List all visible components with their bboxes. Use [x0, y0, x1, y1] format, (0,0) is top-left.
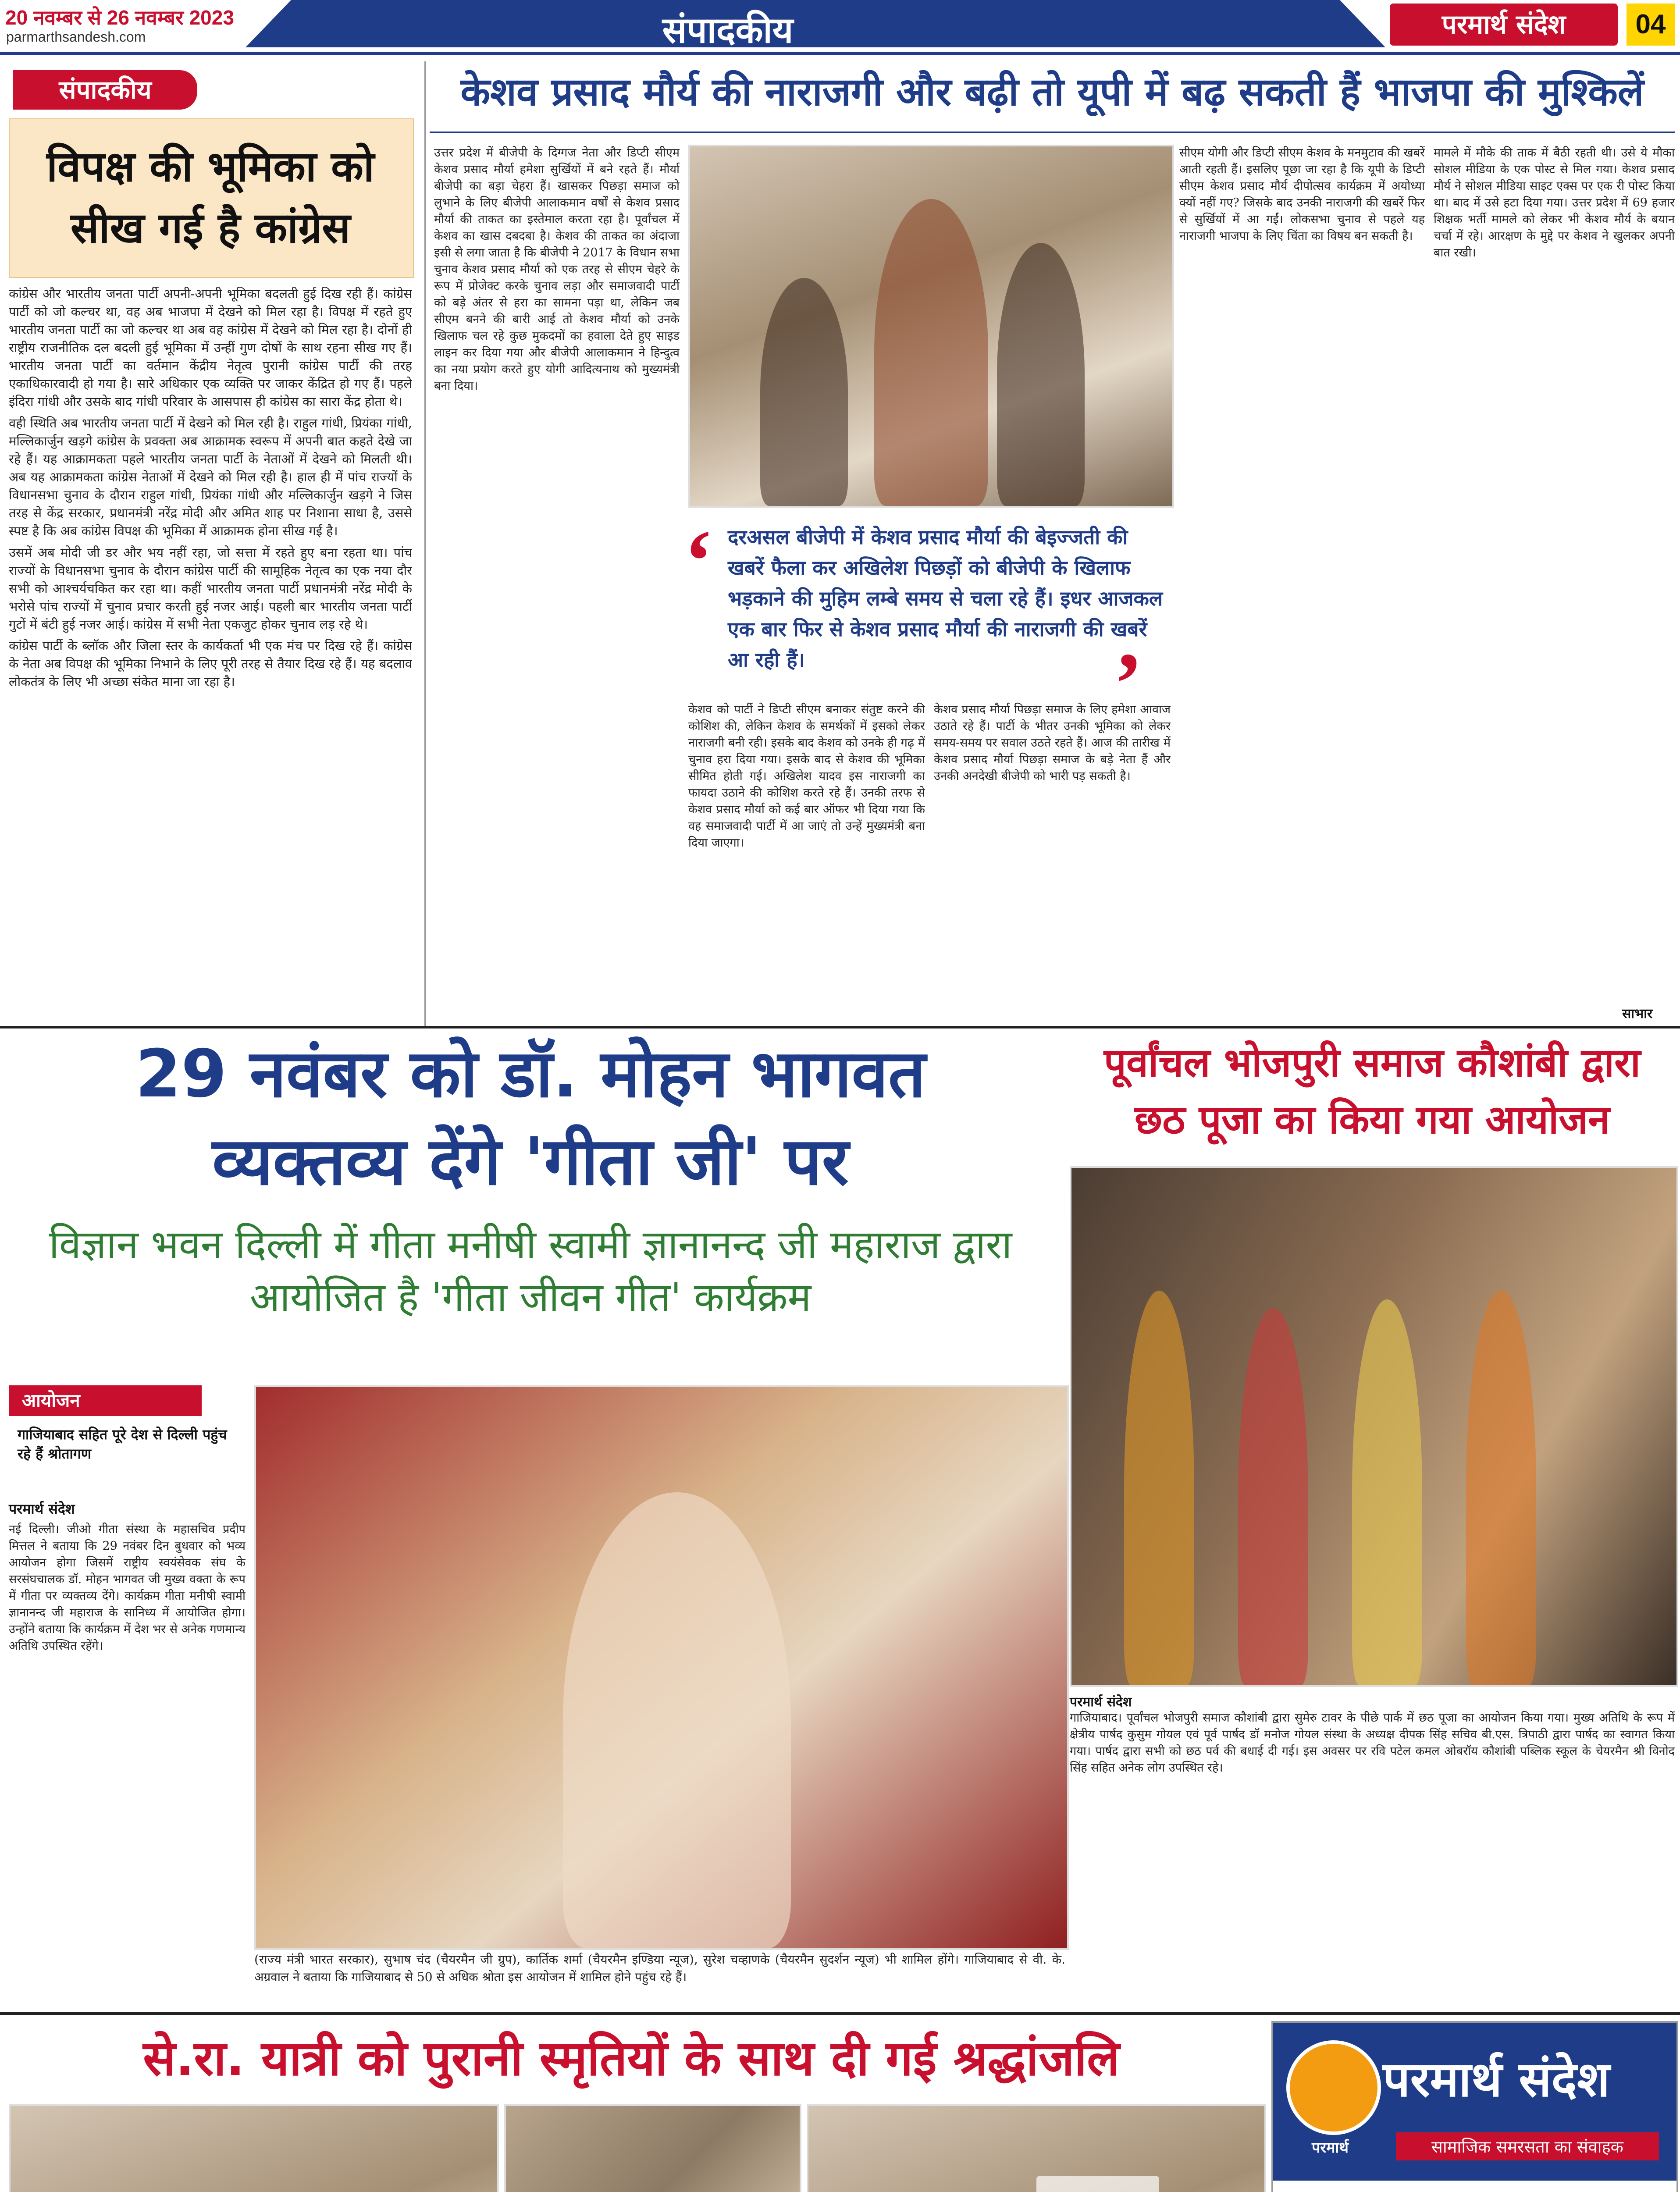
ad-tagline: सामाजिक समरसता का संवाहक	[1396, 2132, 1659, 2160]
editorial-box	[0, 61, 421, 1021]
lead-byline: साभार	[1622, 1006, 1653, 1021]
bhagwat-headline-1: 29 नवंबर को डॉ. मोहन भागवत	[135, 1036, 926, 1112]
tribute-photo-1	[9, 2104, 499, 2192]
lead-col-3: केशव प्रसाद मौर्या पिछड़ा समाज के लिए हमेशा आवाज उठाते रहे हैं। पार्टी के भीतर उनकी भूमिका को लेकर समय-समय पर सवाल उठते रहते हैं। आज की तारीख में केशव प्रसाद मौर्या पिछड़ा समाज के बड़े नेता हैं और उनकी अनदेखी बीजेपी को भारी पड़ सकती है।	[934, 703, 1171, 783]
bhagwat-caption: (राज्य मंत्री भारत सरकार), सुभाष चंद (चैयरमैन जी ग्रुप), कार्तिक शर्मा (चैयरमैन इण्डिया न्यूज), सुरेश चव्हाणके (चैयरमैन सुदर्शन न्यूज) भी शामिल होंगे। गाजियाबाद से वी. के. अग्रवाल ने बताया कि गाजियाबाद से 50 से अधिक श्रोता इस आयोजन में शामिल होने पहुंच रहे हैं।	[254, 1952, 1065, 1984]
lead-col-2: केशव को पार्टी ने डिप्टी सीएम बनाकर संतुष्ट करने की कोशिश की, लेकिन केशव के समर्थकों में इसको लेकर नाराजगी बनी रही। इसके बाद केशव को उनके ही गढ़ में चुनाव हरा दिया गया। इसके बाद से केशव की भूमिका सीमित होती गई। अखिलेश यादव इस नाराजगी का फायदा उठाने की कोशिश करते रहे हैं। उनकी तरफ से केशव प्रसाद मौर्या को कई बार ऑफर भी दिया गया कि वह समाजवादी पार्टी में आ जाएं तो उन्हें मुख्यमंत्री बना दिया जाएगा।	[688, 703, 925, 850]
photo-figure	[1352, 1299, 1422, 1685]
editorial-label	[13, 70, 197, 110]
lead-headline-rule	[430, 132, 1675, 133]
ad-logo-text: परमार्थ संदेश	[1383, 2051, 1610, 2107]
photo-figure	[1036, 2176, 1159, 2192]
bhagwat-body: नई दिल्ली। जीओ गीता संस्था के महासचिव प्रदीप मित्तल ने बताया कि 29 नवंबर दिन बुधवार को भव्य आयोजन होगा जिसमें राष्ट्रीय स्वयंसेवक संघ के सरसंघचालक डॉ. मोहन भागवत जी मुख्य वक्ता के रूप में गीता पर व्यक्तव्य देंगे। कार्यक्रम गीता मनीषी स्वामी ज्ञानानन्द जी महाराज के सानिध्य में आयोजित होगा। उन्होंने बताया कि कार्यक्रम में देश भर से अनेक गणमान्य अतिथि उपस्थित रहेंगे।	[9, 1523, 246, 1653]
photo-figure	[760, 278, 848, 506]
tribute-headline: से.रा. यात्री को पुरानी स्मृतियों के साथ दी गई श्रद्धांजलि	[143, 2030, 1120, 2086]
lead-col-5: मामले में मौके की ताक में बैठी रहती थी। उसे ये मौका सोशल मीडिया के एक पोस्ट से मिल गया। केशव प्रसाद मौर्य ने सोशल मीडिया साइट एक्स पर एक री पोस्ट किया था। बाद में उसे हटा दिया गया। उत्तर प्रदेश में 69 हजार शिक्षक भर्ती मामले को लेकर भी केशव मौर्य के बयान चर्चा में रहे। आरक्षण के मुद्दे पर केशव ने खुलकर अपनी बात रखी।	[1434, 146, 1675, 260]
lead-photo	[688, 145, 1174, 508]
chhath-photo	[1070, 1166, 1678, 1687]
bhagwat-headline-2: व्यक्तव्य देंगे 'गीता जी' पर	[212, 1124, 849, 1200]
editorial-paragraph: कांग्रेस पार्टी के ब्लॉक और जिला स्तर के कार्यकर्ता भी एक मंच पर दिख रहे हैं। कांग्रेस के नेता अब विपक्ष की भूमिका निभाने के लिए पूरी तरह से तैयार दिख रहे हैं। यह बदलाव लोकतंत्र के लिए भी अच्छा संकेत माना जा रहा है।	[9, 638, 412, 689]
chhath-headline-2: छठ पूजा का किया गया आयोजन	[1134, 1097, 1610, 1143]
tribute-photo-2	[504, 2104, 801, 2192]
bhagwat-tag	[9, 1385, 202, 1416]
editorial-paragraph: उसमें अब मोदी जी डर और भय नहीं रहा, जो सत्ता में रहते हुए बना रहता था। पांच राज्यों के विधानसभा चुनाव के दौरान कांग्रेस पार्टी की सामूहिक नेतृत्व का एक नया दौर सभी को आश्चर्यचकित कर रहा था। कहीं भारतीय जनता पार्टी प्रधानमंत्री नरेंद्र मोदी के भरोसे पांच राज्यों में चुनाव प्रचार करती हुई नजर आई। पहली बार भारतीय जनता पार्टी गुटों में बंटी हुई नजर आई। कांग्रेस में सभी नेता एकजुट होकर चुनाव लड़ रहे थे।	[9, 545, 412, 632]
date-range: 20 नवम्बर से 26 नवम्बर 2023	[5, 6, 234, 29]
paper-name-tag	[1390, 4, 1618, 46]
chhath-byline: परमार्थ संदेश	[1070, 1694, 1132, 1710]
photo-figure	[1124, 1291, 1194, 1685]
chhath-headline-1: पूर्वांचल भोजपुरी समाज कौशांबी द्वारा	[1103, 1040, 1641, 1086]
pull-quote-mark-open: ‘	[684, 512, 713, 609]
bhagwat-byline: परमार्थ संदेश	[9, 1501, 75, 1517]
ad-logo-panel	[1273, 2023, 1676, 2181]
bhagwat-tag-text: आयोजन	[22, 1390, 80, 1411]
editorial-headline: विपक्ष की भूमिका को सीख गई है कांग्रेस	[46, 142, 374, 253]
chhath-body: गाजियाबाद। पूर्वांचल भोजपुरी समाज कौशांबी द्वारा सुमेरु टावर के पीछे पार्क में छठ पूजा का आयोजन किया गया। मुख्य अतिथि के रूप में क्षेत्रीय पार्षद कुसुम गोयल एवं पूर्व पार्षद डॉ मनोज गोयल संस्था के अध्यक्ष दीपक सिंह सचिव बी.एस. त्रिपाठी द्वारा पार्षद का स्वागत किया गया। पार्षद द्वारा सभी को छठ पर्व की बधाई दी गई। इस अवसर पर रवि पटेल कमल ओबरॉय कौशांबी पब्लिक स्कूल के चेयरमैन श्री विनोद सिंह सहित अनेक लोग उपस्थित रहे।	[1070, 1711, 1675, 1775]
logo-emblem	[1286, 2040, 1381, 2135]
photo-figure	[563, 1492, 791, 1948]
website-small: parmarthsandesh.com	[6, 29, 146, 45]
bhagwat-photo	[254, 1385, 1069, 1950]
editorial-paragraph: कांग्रेस और भारतीय जनता पार्टी अपनी-अपनी भूमिका बदलती हुई दिख रही हैं। कांग्रेस पार्टी को जो कल्चर था, वह अब भाजपा में देखने को मिल रहा है। विपक्ष में रहते हुए भारतीय जनता पार्टी का जो कल्चर था अब वह कांग्रेस में देखने को मिल रहा है। दोनों ही राष्ट्रीय राजनीतिक दल बदली हुई भूमिका में उन्हीं गुण दोषों के साथ रहना सीख गए हैं। भारतीय जनता पार्टी का वर्तमान केंद्रीय नेतृत्व पुरानी कांग्रेस पार्टी की तरह एकाधिकारवादी हो गया है। सारे अधिकार एक व्यक्ति पर जाकर केंद्रित हो गए हैं। पहले इंदिरा गांधी और उसके बाद गांधी परिवार के आसपास ही कांग्रेस का सारा केंद्र होता थे।	[9, 286, 412, 409]
editorial-body	[9, 285, 412, 1013]
photo-figure	[1238, 1308, 1308, 1685]
paper-name: परमार्थ संदेश	[1442, 9, 1566, 40]
bhagwat-subhead: विज्ञान भवन दिल्ली में गीता मनीषी स्वामी ज्ञानानन्द जी महाराज द्वारा आयोजित है 'गीता जीवन गीत' कार्यक्रम	[49, 1222, 1012, 1320]
photo-figure	[1466, 1291, 1536, 1685]
lead-col-1: उत्तर प्रदेश में बीजेपी के दिग्गज नेता और डिप्टी सीएम केशव प्रसाद मौर्या हमेशा सुर्खियों में बने रहते हैं। मौर्या बीजेपी का बड़ा चेहरा हैं। खासकर पिछड़ा समाज को लुभाने के लिए बीजेपी आलाकमान वर्षों से केशव प्रसाद मौर्या की ताकत का इस्तेमाल करता रहा है। पूर्वांचल में केशव का खास दबदबा है। केशव की ताकत का अंदाजा इसी से लगा जाता है कि बीजेपी ने 2017 के विधान सभा चुनाव केशव प्रसाद मौर्या को एक तरह से सीएम चेहरे के रूप में प्रोजेक्ट करके चुनाव लड़ा और समाजवादी पार्टी को बड़े अंतर से हरा का सामना पड़ा था, लेकिन जब सीएम बनने की बारी आई तो केशव मौर्या को उनके खिलाफ चल रहे कुछ मुकदमों का हवाला देते हुए साइड लाइन कर दिया गया और बीजेपी आलाकमान ने हिन्दुत्व का नया प्रयोग करते हुए योगी आदित्यनाथ को मुख्यमंत्री बना दिया।	[434, 146, 680, 393]
lead-col-4: सीएम योगी और डिप्टी सीएम केशव के मनमुटाव की खबरें आती रहती हैं। इसलिए पूछा जा रहा है कि यूपी के डिप्टी सीएम केशव प्रसाद मौर्य दीपोत्सव कार्यक्रम में अयोध्या क्यों नहीं गए? जिसके बाद उनकी नाराजगी की खबरें फिर से सुर्खियों में आ गईं। लोकसभा चुनाव से पहले यह नाराजगी भाजपा के लिए चिंता का विषय बन सकती है।	[1179, 146, 1425, 243]
pull-quote-mark-close: ’	[1114, 635, 1143, 732]
column-rule	[424, 61, 426, 1026]
bhagwat-bullet: गाजियाबाद सहित पूरे देश से दिल्ली पहुंच रहे हैं श्रोतागण	[18, 1426, 227, 1462]
section-title: संपादकीय	[662, 11, 794, 50]
ad-logo-small: परमार्थ	[1311, 2139, 1349, 2156]
ad-box	[1271, 2021, 1678, 2192]
top-rule	[0, 52, 1680, 55]
photo-figure	[997, 243, 1085, 506]
editorial-paragraph: वही स्थिति अब भारतीय जनता पार्टी में देखने को मिल रही है। राहुल गांधी, प्रियंका गांधी, मल्लिकार्जुन खड़गे कांग्रेस के प्रवक्ता अब आक्रामक स्वरूप में अपनी बात कहते देखे जा रहे हैं। यह आक्रामकता पहले भारतीय जनता पार्टी के नेताओं में देखने को मिलती थी। अब यह आक्रामकता कांग्रेस नेताओं में देखने को मिल रही है। हाल ही में पांच राज्यों के विधानसभा चुनाव के दौरान राहुल गांधी, प्रियंका गांधी और मल्लिकार्जुन खड़गे ने जिस तरह से केंद्र सरकार, प्रधानमंत्री नरेंद्र मोदी और अमित शाह पर निशाना साधा है, उससे स्पष्ट है कि अब कांग्रेस विपक्ष की भूमिका में आक्रामक होना सीख गई है।	[9, 416, 412, 538]
lead-headline: केशव प्रसाद मौर्य की नाराजगी और बढ़ी तो यूपी में बढ़ सकती हैं भाजपा की मुश्किलें	[460, 69, 1644, 114]
section-rule	[0, 1026, 1680, 1028]
top-bar	[0, 0, 1680, 53]
photo-figure	[874, 199, 988, 506]
tribute-photo-3	[807, 2104, 1266, 2192]
section-rule	[0, 2012, 1680, 2015]
editorial-label-text: संपादकीय	[59, 75, 152, 105]
pull-quote: दरअसल बीजेपी में केशव प्रसाद मौर्या की बेइज्जती की खबरें फैला कर अखिलेश पिछड़ों को बीजेपी के खिलाफ भड़काने की मुहिम लम्बे समय से चला रहे हैं। इधर आजकल एक बार फिर से केशव प्रसाद मौर्या की नाराजगी की खबरें आ रही हैं।	[728, 525, 1163, 672]
page-number: 04	[1627, 4, 1675, 46]
